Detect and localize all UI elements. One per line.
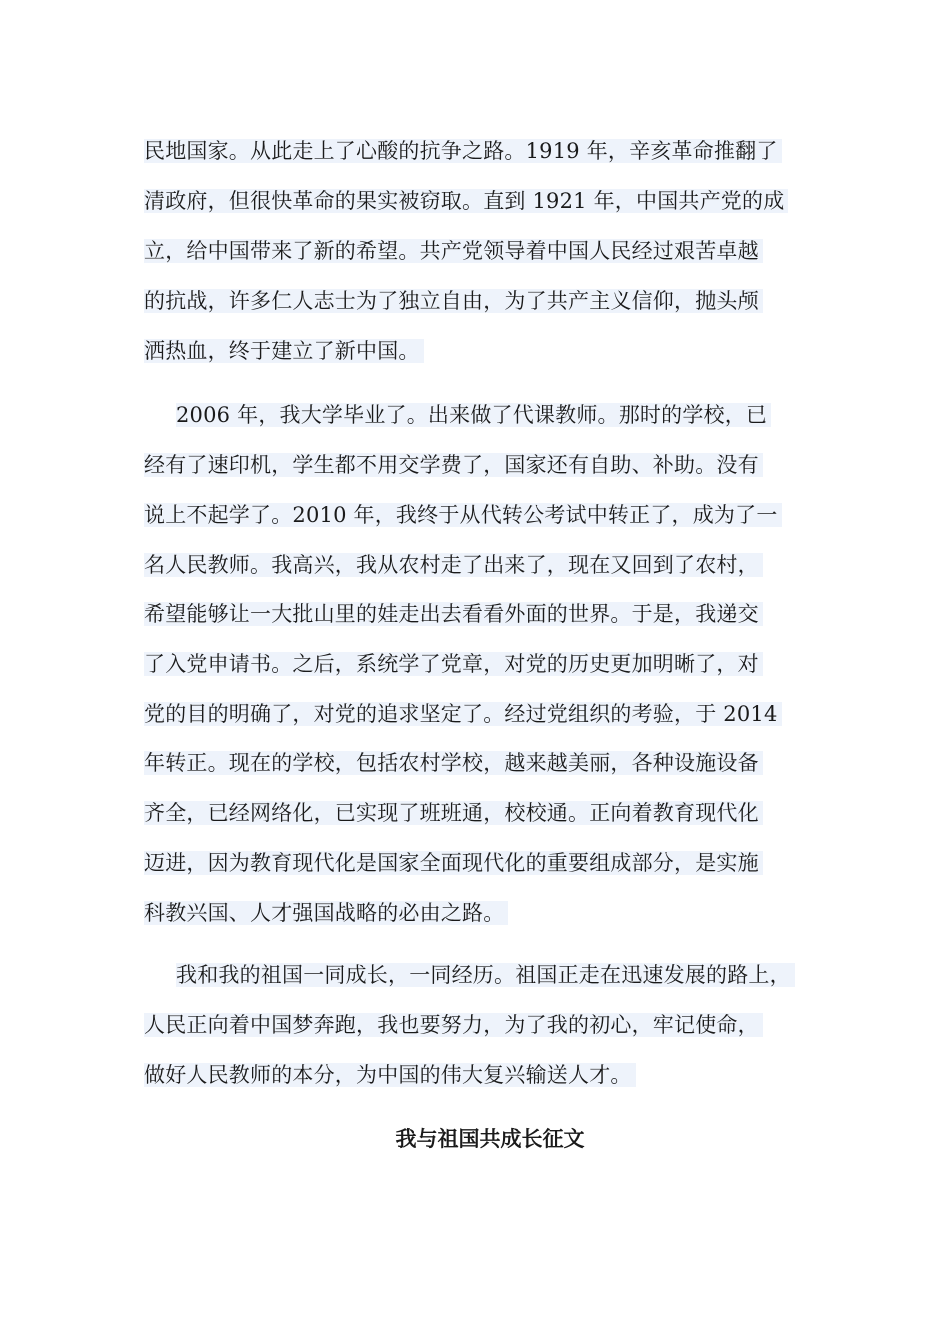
paragraph-3-line-2: 人民正向着中国梦奔跑，我也要努力，为了我的初心，牢记使命， [144, 1008, 763, 1042]
paragraph-3-line-3: 做好人民教师的本分，为中国的伟大复兴输送人才。 [144, 1058, 636, 1092]
paragraph-3-line-1: 我和我的祖国一同成长，一同经历。祖国正走在迅速发展的路上， [176, 958, 795, 992]
paragraph-2-line-9: 齐全，已经网络化，已实现了班班通，校校通。正向着教育现代化 [144, 796, 763, 830]
paragraph-1-line-5: 洒热血，终于建立了新中国。 [144, 334, 424, 368]
paragraph-2-line-4: 名人民教师。我高兴，我从农村走了出来了，现在又回到了农村， [144, 548, 763, 582]
paragraph-2-line-3: 说上不起学了。2010 年，我终于从代转公考试中转正了，成为了一 [144, 498, 782, 532]
paragraph-2-line-7: 党的目的明确了，对党的追求坚定了。经过党组织的考验，于 2014 [144, 697, 782, 731]
paragraph-2-line-1: 2006 年，我大学毕业了。出来做了代课教师。那时的学校，已 [176, 398, 771, 432]
paragraph-1-line-3: 立，给中国带来了新的希望。共产党领导着中国人民经过艰苦卓越 [144, 234, 763, 268]
paragraph-2-line-11: 科教兴国、人才强国战略的必由之路。 [144, 896, 508, 930]
paragraph-1-line-2: 清政府，但很快革命的果实被窃取。直到 1921 年，中国共产党的成 [144, 184, 788, 218]
paragraph-2-line-2: 经有了速印机，学生都不用交学费了，国家还有自助、补助。没有 [144, 448, 763, 482]
section-heading: 我与祖国共成长征文 [395, 1127, 585, 1151]
paragraph-2-line-6: 了入党申请书。之后，系统学了党章，对党的历史更加明晰了，对 [144, 647, 763, 681]
paragraph-1-line-1: 民地国家。从此走上了心酸的抗争之路。1919 年，辛亥革命推翻了 [144, 134, 782, 168]
paragraph-2-line-10: 迈进，因为教育现代化是国家全面现代化的重要组成部分，是实施 [144, 846, 763, 880]
paragraph-2-line-5: 希望能够让一大批山里的娃走出去看看外面的世界。于是，我递交 [144, 597, 763, 631]
paragraph-2-line-8: 年转正。现在的学校，包括农村学校，越来越美丽，各种设施设备 [144, 746, 763, 780]
paragraph-1-line-4: 的抗战，许多仁人志士为了独立自由，为了共产主义信仰，抛头颅 [144, 284, 763, 318]
